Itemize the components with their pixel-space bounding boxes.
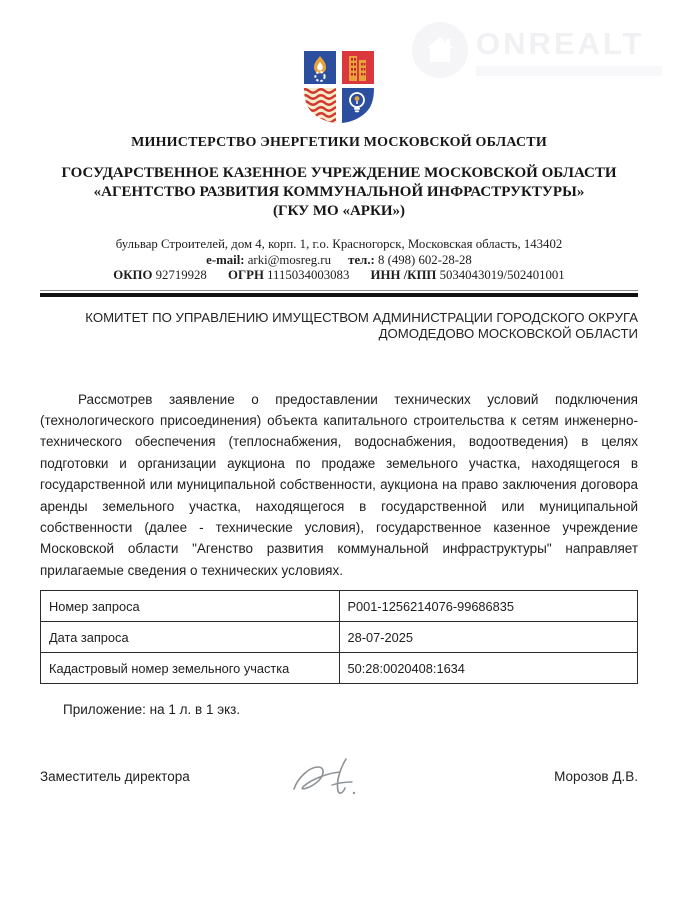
ministry-title: МИНИСТЕРСТВО ЭНЕРГЕТИКИ МОСКОВСКОЙ ОБЛАСТИ — [131, 135, 547, 150]
header-separator-rule — [40, 290, 638, 297]
house-icon — [412, 22, 468, 78]
body-paragraph: Рассмотрев заявление о предоставлении технических условий подключения (технологического присоединения) объекта капитального строительства к сетям инженерно-технического обеспечения (теплоснабжения, водоснабжения, водоотведения) в целях подготовки и организации аукциона по продаже земельного участка, находящегося в государственной или муниципальной собственности, аукциона на право заключения договора аренды земельного участка, находящегося в государственной или муниципальной собственности (далее - технические условия), государственное казенное учреждение Московской области "Агенство развития коммунальной инфраструктуры" направляет прилагаемые сведения о технических условиях. — [40, 391, 638, 578]
phone-label: тел.: — [348, 252, 375, 267]
watermark-brand: ONREALT — [476, 26, 645, 61]
recipient-line2: ДОМОДЕДОВО МОСКОВСКОЙ ОБЛАСТИ — [378, 325, 638, 341]
signature-scribble-icon — [288, 753, 380, 808]
ogrn-label: ОГРН — [228, 268, 264, 282]
house-icon-glyph — [423, 33, 457, 67]
org-email-phone — [40, 253, 638, 269]
email-value: arki@mosreg.ru — [247, 252, 331, 267]
signer-name: Морозов Д.В. — [554, 769, 638, 785]
org-short-name: (ГКУ МО «АРКИ») — [273, 203, 405, 219]
table-row — [41, 622, 638, 653]
org-line1: ГОСУДАРСТВЕННОЕ КАЗЕННОЕ УЧРЕЖДЕНИЕ МОСКОВСКОЙ ОБЛАСТИ — [61, 165, 617, 181]
email-label: e-mail: — [206, 252, 245, 267]
phone-value: 8 (498) 602-28-28 — [377, 252, 472, 267]
table-row — [41, 653, 638, 684]
signature-glyph — [288, 753, 380, 803]
recipient-line1: КОМИТЕТ ПО УПРАВЛЕНИЮ ИМУЩЕСТВОМ АДМИНИСТРАЦИИ ГОРОДСКОГО ОКРУГА — [85, 309, 638, 325]
onrealt-watermark — [412, 22, 662, 78]
coat-of-arms-shield-icon — [303, 50, 375, 124]
row-value: 50:28:0020408:1634 — [339, 653, 638, 684]
request-info-table — [40, 590, 638, 684]
org-requisites — [40, 268, 638, 284]
arki-coat-of-arms — [303, 50, 375, 122]
row-label: Кадастровый номер земельного участка — [41, 653, 340, 684]
organization-title — [40, 164, 638, 221]
inn-kpp-label: ИНН /КПП — [370, 268, 437, 282]
recipient-block — [40, 310, 638, 342]
org-contact-block — [40, 237, 638, 284]
watermark-subtitle-strip — [476, 66, 662, 76]
row-value: 28-07-2025 — [339, 622, 638, 653]
row-label: Дата запроса — [41, 622, 340, 653]
table-row — [41, 591, 638, 622]
org-line2: «АГЕНТСТВО РАЗВИТИЯ КОММУНАЛЬНОЙ ИНФРАСТРУКТУРЫ» — [93, 184, 585, 200]
row-value: P001-1256214076-99686835 — [339, 591, 638, 622]
signature-row — [40, 753, 638, 805]
attachment-line: Приложение: на 1 л. в 1 экз. — [63, 702, 241, 718]
inn-kpp-value: 5034043019/502401001 — [439, 268, 565, 282]
watermark-text — [476, 22, 662, 76]
ogrn-value: 1115034003083 — [267, 268, 350, 282]
okpo-label: ОКПО — [113, 268, 153, 282]
row-label: Номер запроса — [41, 591, 340, 622]
okpo-value: 92719928 — [155, 268, 207, 282]
signer-position: Заместитель директора — [40, 769, 190, 785]
org-address: бульвар Строителей, дом 4, корп. 1, г.о. Красногорск, Московская область, 143402 — [115, 237, 563, 251]
